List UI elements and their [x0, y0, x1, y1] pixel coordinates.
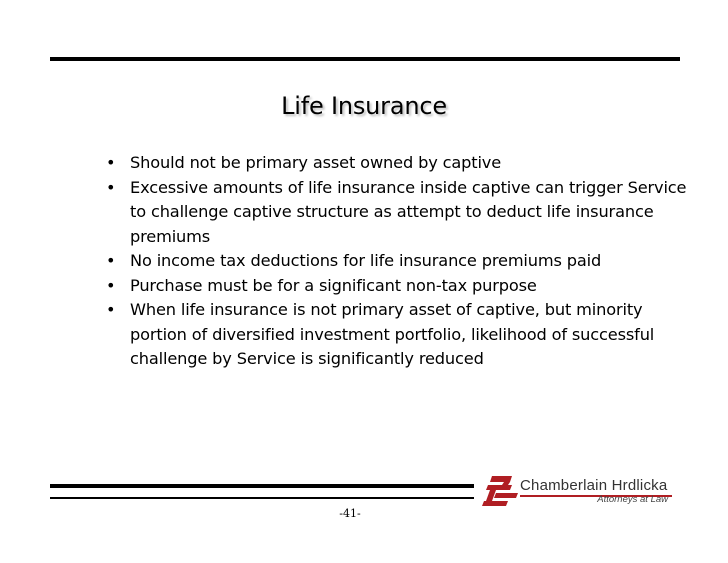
bullet-item [104, 151, 694, 176]
page-number: -41- [339, 507, 361, 520]
bullet-item [104, 298, 694, 372]
bullet-marker: • [106, 251, 116, 270]
bullet-marker: • [106, 153, 116, 172]
logo-mark-icon [482, 476, 520, 508]
bullet-text: Purchase must be for a significant non-tax purpose [130, 275, 537, 295]
bullet-marker: • [106, 275, 116, 295]
bullet-marker: • [106, 300, 116, 319]
bullet-text: Should not be primary asset owned by captive [130, 153, 502, 172]
bullet-item [104, 249, 694, 274]
firm-name: Chamberlain Hrdlicka [520, 477, 668, 494]
bullet-marker: • [106, 177, 116, 197]
top-rule [50, 57, 680, 61]
slide-title: Life Insurance [281, 92, 447, 120]
footer-rule-thick [50, 484, 474, 488]
bullet-text: Excessive amounts of life insurance inside captive can trigger Service to challenge captive structure as attempt to deduct life insurance premiums [130, 177, 687, 246]
firm-logo [482, 474, 674, 508]
bullet-text: No income tax deductions for life insurance premiums paid [130, 251, 602, 270]
bullet-item [104, 176, 694, 250]
bullet-list [104, 151, 694, 372]
bullet-text: When life insurance is not primary asset of captive, but minority portion of diversified investment portfolio, likelihood of successful challenge by Service is significantly reduced [130, 300, 655, 368]
firm-tagline: Attorneys at Law [597, 494, 668, 505]
footer-rule-thin [50, 497, 474, 499]
bullet-item [104, 274, 694, 299]
